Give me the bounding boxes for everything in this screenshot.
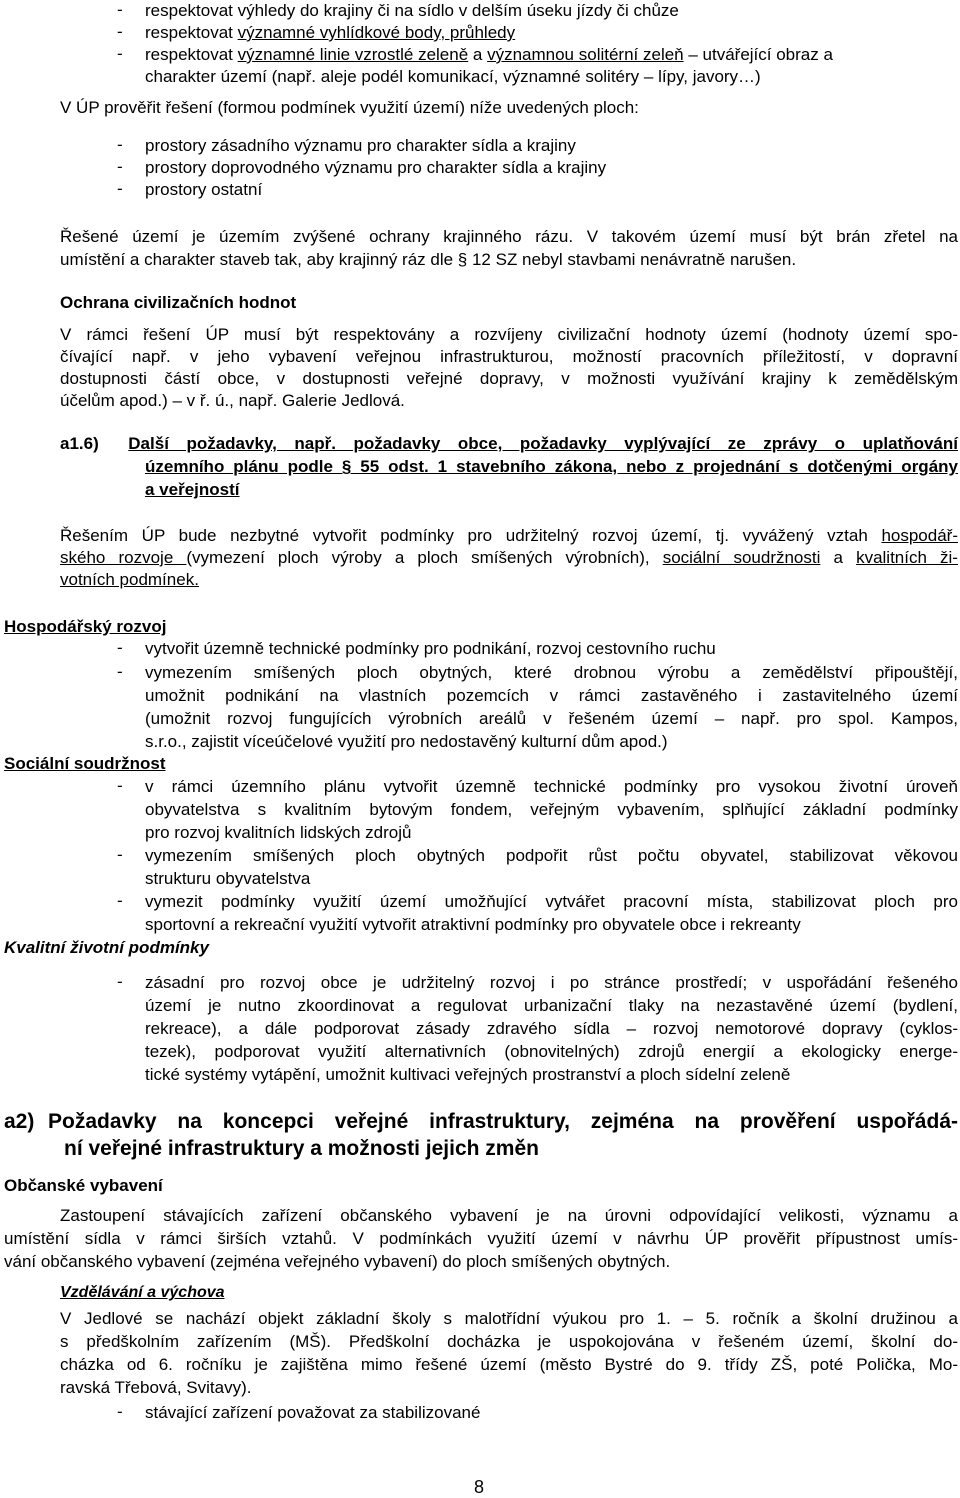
list-item-continuation: strukturu obyvatelstva [145,869,311,888]
list-dash: - [117,972,123,991]
list-item: vymezit podmínky využití území umožňující vytvářet pracovní místa, stabilizovat ploch pro [145,892,958,911]
paragraph-line: cházka od 6. ročníku je zajištěna mimo řešené území (město Bystré do 9. třídy ZŠ, poté Polička, Mo- [60,1355,958,1374]
paragraph-line: V rámci řešení ÚP musí být respektovány a rozvíjeny civilizační hodnoty území (hodnoty území spo- [60,325,958,344]
paragraph-line: umístění a charakter staveb tak, aby krajinný ráz dle § 12 SZ nebyl stavbami nenávratně narušen. [60,250,797,269]
list-dash: - [117,662,123,681]
list-dash: - [117,1402,123,1421]
paragraph-line: čívající např. v jeho vybavení veřejnou infrastrukturou, možností pracovních příležitostí, v dopravní [60,347,958,366]
subsection-heading-line: Další požadavky, např. požadavky obce, požadavky vyplývající ze zprávy o uplatňování [128,434,958,453]
subsection-number: a1.6) [60,434,99,453]
list-item-continuation: charakter území (např. aleje podél komunikací, významné solitéry – lípy, javory…) [145,67,761,86]
list-item: vymezením smíšených ploch obytných, které drobnou výrobu a zemědělství připouštějí, [145,663,958,682]
list-item: prostory ostatní [145,180,263,199]
paragraph-line: Zastoupení stávajících zařízení občanského vybavení je na úrovni odpovídající velikosti, významu a [60,1206,958,1225]
paragraph-line: votních podmínek. [60,570,199,589]
list-item-continuation: obyvatelstva s kvalitním bytovým fondem, veřejným vybavením, splňující základní podmínky [145,800,958,819]
intro-verify: V ÚP prověřit řešení (formou podmínek využití území) níže uvedených ploch: [60,98,639,117]
list-item: prostory zásadního významu pro charakter sídla a krajiny [145,136,576,155]
paragraph-line: Řešením ÚP bude nezbytné vytvořit podmínky pro udržitelný rozvoj území, tj. vyvážený vztah hospodář- [60,526,958,545]
list-item: zásadní pro rozvoj obce je udržitelný rozvoj i po stránce prostředí; v uspořádání řešeného [145,973,958,992]
paragraph-line: účelům apod.) – v ř. ú., např. Galerie Jedlová. [60,391,405,410]
paragraph-line: vání občanského vybavení (zejména veřejného vybavení) do ploch smíšených obytných. [4,1252,671,1271]
list-item: vymezením smíšených ploch obytných podpořit růst počtu obyvatel, stabilizovat věkovou [145,846,958,865]
list-item-continuation: tické systémy vytápění, umožnit kultivaci veřejných prostranství a ploch sídelní zeleně [145,1065,791,1084]
section-heading: Hospodářský rozvoj [4,617,167,636]
paragraph-line: s předškolním zařízením (MŠ). Předškolní docházka je uspokojována v řešeném území, školní do- [60,1332,958,1351]
chapter-heading-line: ní veřejné infrastruktury a možnosti jejich změn [64,1137,539,1160]
list-item-continuation: (umožnit rozvoj fungujících výrobních areálů v řešeném území – např. pro spol. Kampos, [145,709,958,728]
chapter-heading-line: Požadavky na koncepci veřejné infrastruktury, zejména na prověření uspořádá- [48,1110,958,1133]
list-item-continuation: umožnit podnikání na vlastních pozemcích v rámci zastavěného i zastavitelného území [145,686,958,705]
section-heading: Ochrana civilizačních hodnot [60,293,297,312]
list-dash: - [117,157,123,176]
list-item-continuation: s.r.o., zajistit víceúčelové využití pro nedostavěný kulturní dům apod.) [145,732,668,751]
list-item: stávající zařízení považovat za stabilizované [145,1403,481,1422]
section-heading: Občanské vybavení [4,1176,163,1195]
list-dash: - [117,135,123,154]
subsection-heading-line: a veřejností [145,480,240,499]
paragraph-line: Řešené území je územím zvýšené ochrany krajinného rázu. V takovém území musí být brán zřetel na [60,227,958,246]
list-item-continuation: sportovní a rekreační využití vytvořit atraktivní podmínky pro obyvatele obce i rekreanty [145,915,801,934]
paragraph-line: ravská Třebová, Svitavy). [60,1378,252,1397]
section-heading: Sociální soudržnost [4,754,166,773]
list-item-continuation: tezek), podporovat využití alternativních (obnovitelných) zdrojů energií a ekologicky energe- [145,1042,958,1061]
paragraph-line: umístění sídla v rámci širších vztahů. V podmínkách využití území v návrhu ÚP prověřit přípustnost umís- [4,1229,958,1248]
list-dash: - [117,44,123,63]
list-dash: - [117,845,123,864]
paragraph-line: V Jedlové se nachází objekt základní školy s malotřídní výukou pro 1. – 5. ročník a školní družinou a [60,1309,958,1328]
list-item: v rámci územního plánu vytvořit územně technické podmínky pro vysokou životní úroveň [145,777,958,796]
list-dash: - [117,891,123,910]
list-dash: - [117,776,123,795]
paragraph-line: ského rozvoje (vymezení ploch výroby a ploch smíšených výrobních), sociální soudržnosti a kvalitních ži- [60,548,958,567]
subsection-heading: Vzdělávání a výchova [60,1284,225,1301]
list-item: prostory doprovodného významu pro charakter sídla a krajiny [145,158,607,177]
paragraph-line: dostupnosti částí obce, v dostupnosti veřejné dopravy, v možnosti využívání krajiny k zemědělským [60,369,958,388]
list-dash: - [117,638,123,657]
subsection-heading-line: územního plánu podle § 55 odst. 1 stavebního zákona, nebo z projednání s dotčenými orgány [145,457,958,476]
list-item-continuation: pro rozvoj kvalitních lidských zdrojů [145,823,412,842]
list-item-continuation: rekreace), a dále podporovat zásady zdravého sídla – rozvoj nemotorové dopravy (cyklos- [145,1019,958,1038]
list-dash: - [117,179,123,198]
list-item: respektovat významné vyhlídkové body, průhledy [145,23,516,42]
list-dash: - [117,22,123,41]
page-number: 8 [474,1477,485,1497]
list-item-continuation: území je nutno zkoordinovat a regulovat urbanizační tlaky na nezastavěné území (bydlení, [145,996,958,1015]
chapter-number: a2) [4,1110,35,1133]
list-item: respektovat významné linie vzrostlé zeleně a významnou solitérní zeleň – utvářející obraz a [145,45,833,64]
list-item: vytvořit územně technické podmínky pro podnikání, rozvoj cestovního ruchu [145,639,716,658]
list-dash: - [117,0,123,19]
list-item: respektovat výhledy do krajiny či na sídlo v delším úseku jízdy či chůze [145,1,679,20]
section-heading: Kvalitní životní podmínky [4,938,209,957]
